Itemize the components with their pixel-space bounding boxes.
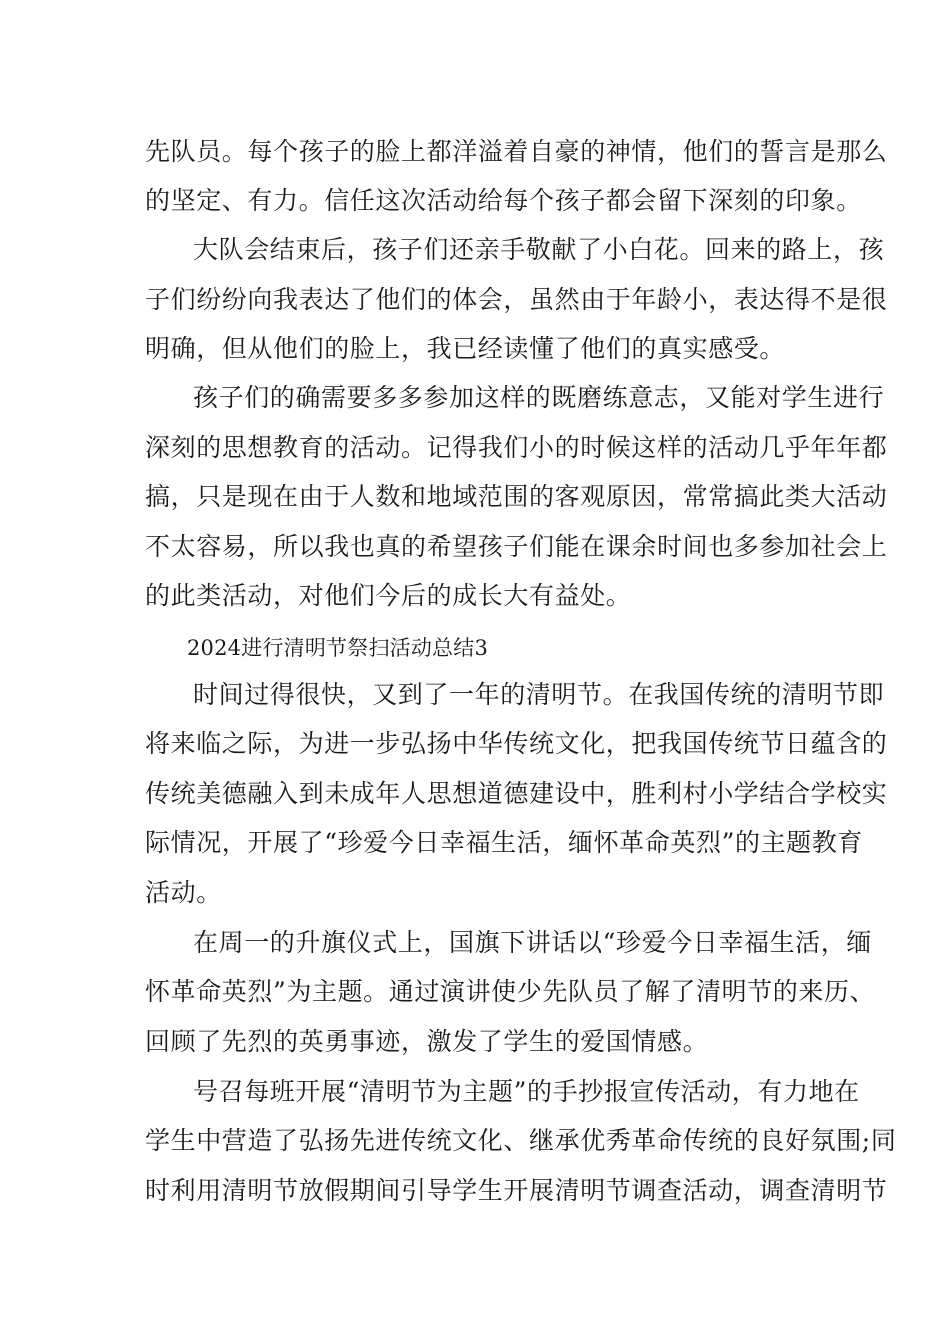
text-line: 搞，只是现在由于人数和地域范围的客观原因，常常搞此类大活动 [145, 482, 888, 511]
paragraph-first-line: 大队会结束后，孩子们还亲手敬献了小白花。回来的路上，孩 [193, 235, 885, 264]
text-line: 学生中营造了弘扬先进传统文化、继承优秀革命传统的良好氛围;同 [145, 1126, 897, 1155]
text-line: 怀革命英烈”为主题。通过演讲使少先队员了解了清明节的来历、 [145, 977, 876, 1006]
text-line: 明确，但从他们的脸上，我已经读懂了他们的真实感受。 [145, 334, 786, 363]
text-line: 深刻的思想教育的活动。记得我们小的时候这样的活动几乎年年都 [145, 433, 888, 462]
text-line: 将来临之际，为进一步弘扬中华传统文化，把我国传统节日蕴含的 [145, 729, 888, 758]
text-line: 不太容易，所以我也真的希望孩子们能在课余时间也多参加社会上 [145, 532, 888, 561]
text-line: 际情况，开展了“珍爱今日幸福生活，缅怀革命英烈”的主题教育 [145, 828, 863, 857]
text-line: 子们纷纷向我表达了他们的体会，虽然由于年龄小，表达得不是很 [145, 285, 888, 314]
paragraph-first-line: 号召每班开展“清明节为主题”的手抄报宣传活动，有力地在 [193, 1077, 860, 1106]
paragraph-first-line: 在周一的升旗仪式上，国旗下讲话以“珍爱今日幸福生活，缅 [193, 928, 872, 957]
text-line: 先队员。每个孩子的脸上都洋溢着自豪的神情，他们的誓言是那么 [145, 137, 888, 166]
section-heading: 2024进行清明节祭扫活动总结3 [187, 636, 489, 660]
text-line: 时利用清明节放假期间引导学生开展清明节调查活动，调查清明节 [145, 1176, 888, 1205]
text-line: 的此类活动，对他们今后的成长大有益处。 [145, 581, 632, 610]
text-line: 回顾了先烈的英勇事迹，激发了学生的爱国情感。 [145, 1027, 709, 1056]
paragraph-first-line: 时间过得很快，又到了一年的清明节。在我国传统的清明节即 [193, 680, 885, 709]
paragraph-first-line: 孩子们的确需要多多参加这样的既磨练意志，又能对学生进行 [193, 383, 885, 412]
text-line: 活动。 [145, 878, 222, 907]
text-line: 的坚定、有力。信任这次活动给每个孩子都会留下深刻的印象。 [145, 186, 862, 215]
text-line: 传统美德融入到未成年人思想道德建设中，胜利村小学结合学校实 [145, 779, 888, 808]
